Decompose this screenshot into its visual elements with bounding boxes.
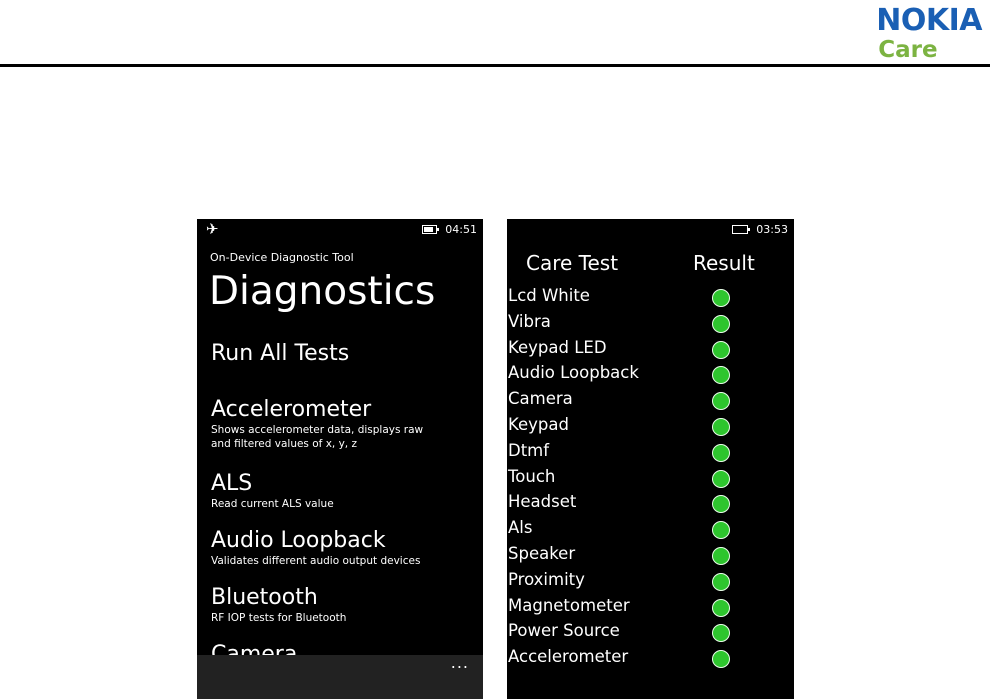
test-item-desc: RF IOP tests for Bluetooth [211, 612, 347, 624]
test-result-row [507, 311, 794, 337]
test-result-row [507, 646, 794, 672]
test-result-row [507, 543, 794, 569]
test-item-title: Accelerometer [211, 397, 372, 422]
pass-indicator-icon [712, 341, 730, 359]
test-name: Keypad LED [508, 337, 607, 357]
test-name: Power Source [508, 621, 620, 641]
logo-sub: Care [878, 37, 938, 63]
test-name: Lcd White [508, 286, 590, 305]
test-result-row [507, 440, 794, 466]
run-all-tests-button[interactable]: Run All Tests [211, 341, 350, 366]
status-bar [507, 219, 794, 241]
test-name: Audio Loopback [508, 363, 639, 383]
battery-icon [732, 225, 748, 234]
test-result-row [507, 362, 794, 388]
airplane-icon: ✈ [206, 220, 219, 238]
phone-screen-diagnostics [197, 219, 483, 699]
test-item-als[interactable] [211, 471, 334, 511]
status-bar [197, 219, 483, 241]
pass-indicator-icon [712, 650, 730, 668]
test-item-title: Bluetooth [211, 585, 318, 610]
test-result-row [507, 414, 794, 440]
app-subtitle: On-Device Diagnostic Tool [210, 251, 354, 264]
pass-indicator-icon [712, 521, 730, 539]
test-result-row [507, 388, 794, 414]
test-name: Speaker [508, 544, 576, 563]
pass-indicator-icon [712, 289, 730, 307]
page-title: Diagnostics [209, 269, 436, 314]
pass-indicator-icon [712, 366, 730, 384]
status-time: 04:51 [445, 223, 477, 236]
app-bar [197, 655, 483, 699]
test-name: Accelerometer [508, 647, 629, 667]
test-item-desc: Read current ALS value [211, 498, 334, 510]
test-result-row [507, 491, 794, 517]
pass-indicator-icon [712, 470, 730, 488]
test-name: Proximity [508, 569, 585, 589]
phone-screen-care-test [507, 219, 794, 699]
test-item-bluetooth[interactable] [211, 585, 346, 625]
test-item-title: Audio Loopback [211, 528, 386, 553]
more-options-button[interactable]: ... [450, 653, 469, 672]
header-divider [0, 64, 990, 67]
test-name: Als [508, 518, 533, 538]
test-item-desc: Validates different audio output devices [211, 555, 421, 567]
test-item-title: ALS [211, 471, 253, 496]
test-item-desc: Shows accelerometer data, displays raw [211, 424, 424, 436]
test-result-row [507, 337, 794, 363]
column-header-result: Result [693, 251, 755, 275]
test-result-row [507, 285, 794, 311]
pass-indicator-icon [712, 444, 730, 462]
pass-indicator-icon [712, 573, 730, 591]
pass-indicator-icon [712, 392, 730, 410]
test-result-row [507, 620, 794, 646]
test-name: Camera [508, 389, 573, 409]
test-result-row [507, 569, 794, 595]
test-result-row [507, 517, 794, 543]
test-name: Touch [508, 466, 556, 486]
test-name: Headset [508, 492, 577, 512]
test-name: Dtmf [508, 440, 550, 460]
pass-indicator-icon [712, 599, 730, 617]
battery-charging-icon [422, 225, 437, 234]
pass-indicator-icon [712, 495, 730, 513]
test-name: Vibra [508, 311, 551, 331]
test-result-row [507, 595, 794, 621]
pass-indicator-icon [712, 547, 730, 565]
pass-indicator-icon [712, 315, 730, 333]
test-item-desc: and filtered values of x, y, z [211, 438, 357, 450]
test-result-row [507, 466, 794, 492]
nokia-care-logo [876, 4, 982, 62]
test-item-accelerometer[interactable] [211, 397, 423, 451]
test-name: Keypad [508, 415, 569, 434]
pass-indicator-icon [712, 624, 730, 642]
logo-brand: NOKIA [876, 3, 982, 38]
status-time: 03:53 [756, 223, 788, 236]
pass-indicator-icon [712, 418, 730, 436]
test-item-audio-loopback[interactable] [211, 528, 420, 568]
column-header-test: Care Test [526, 251, 619, 275]
test-name: Magnetometer [508, 595, 630, 615]
